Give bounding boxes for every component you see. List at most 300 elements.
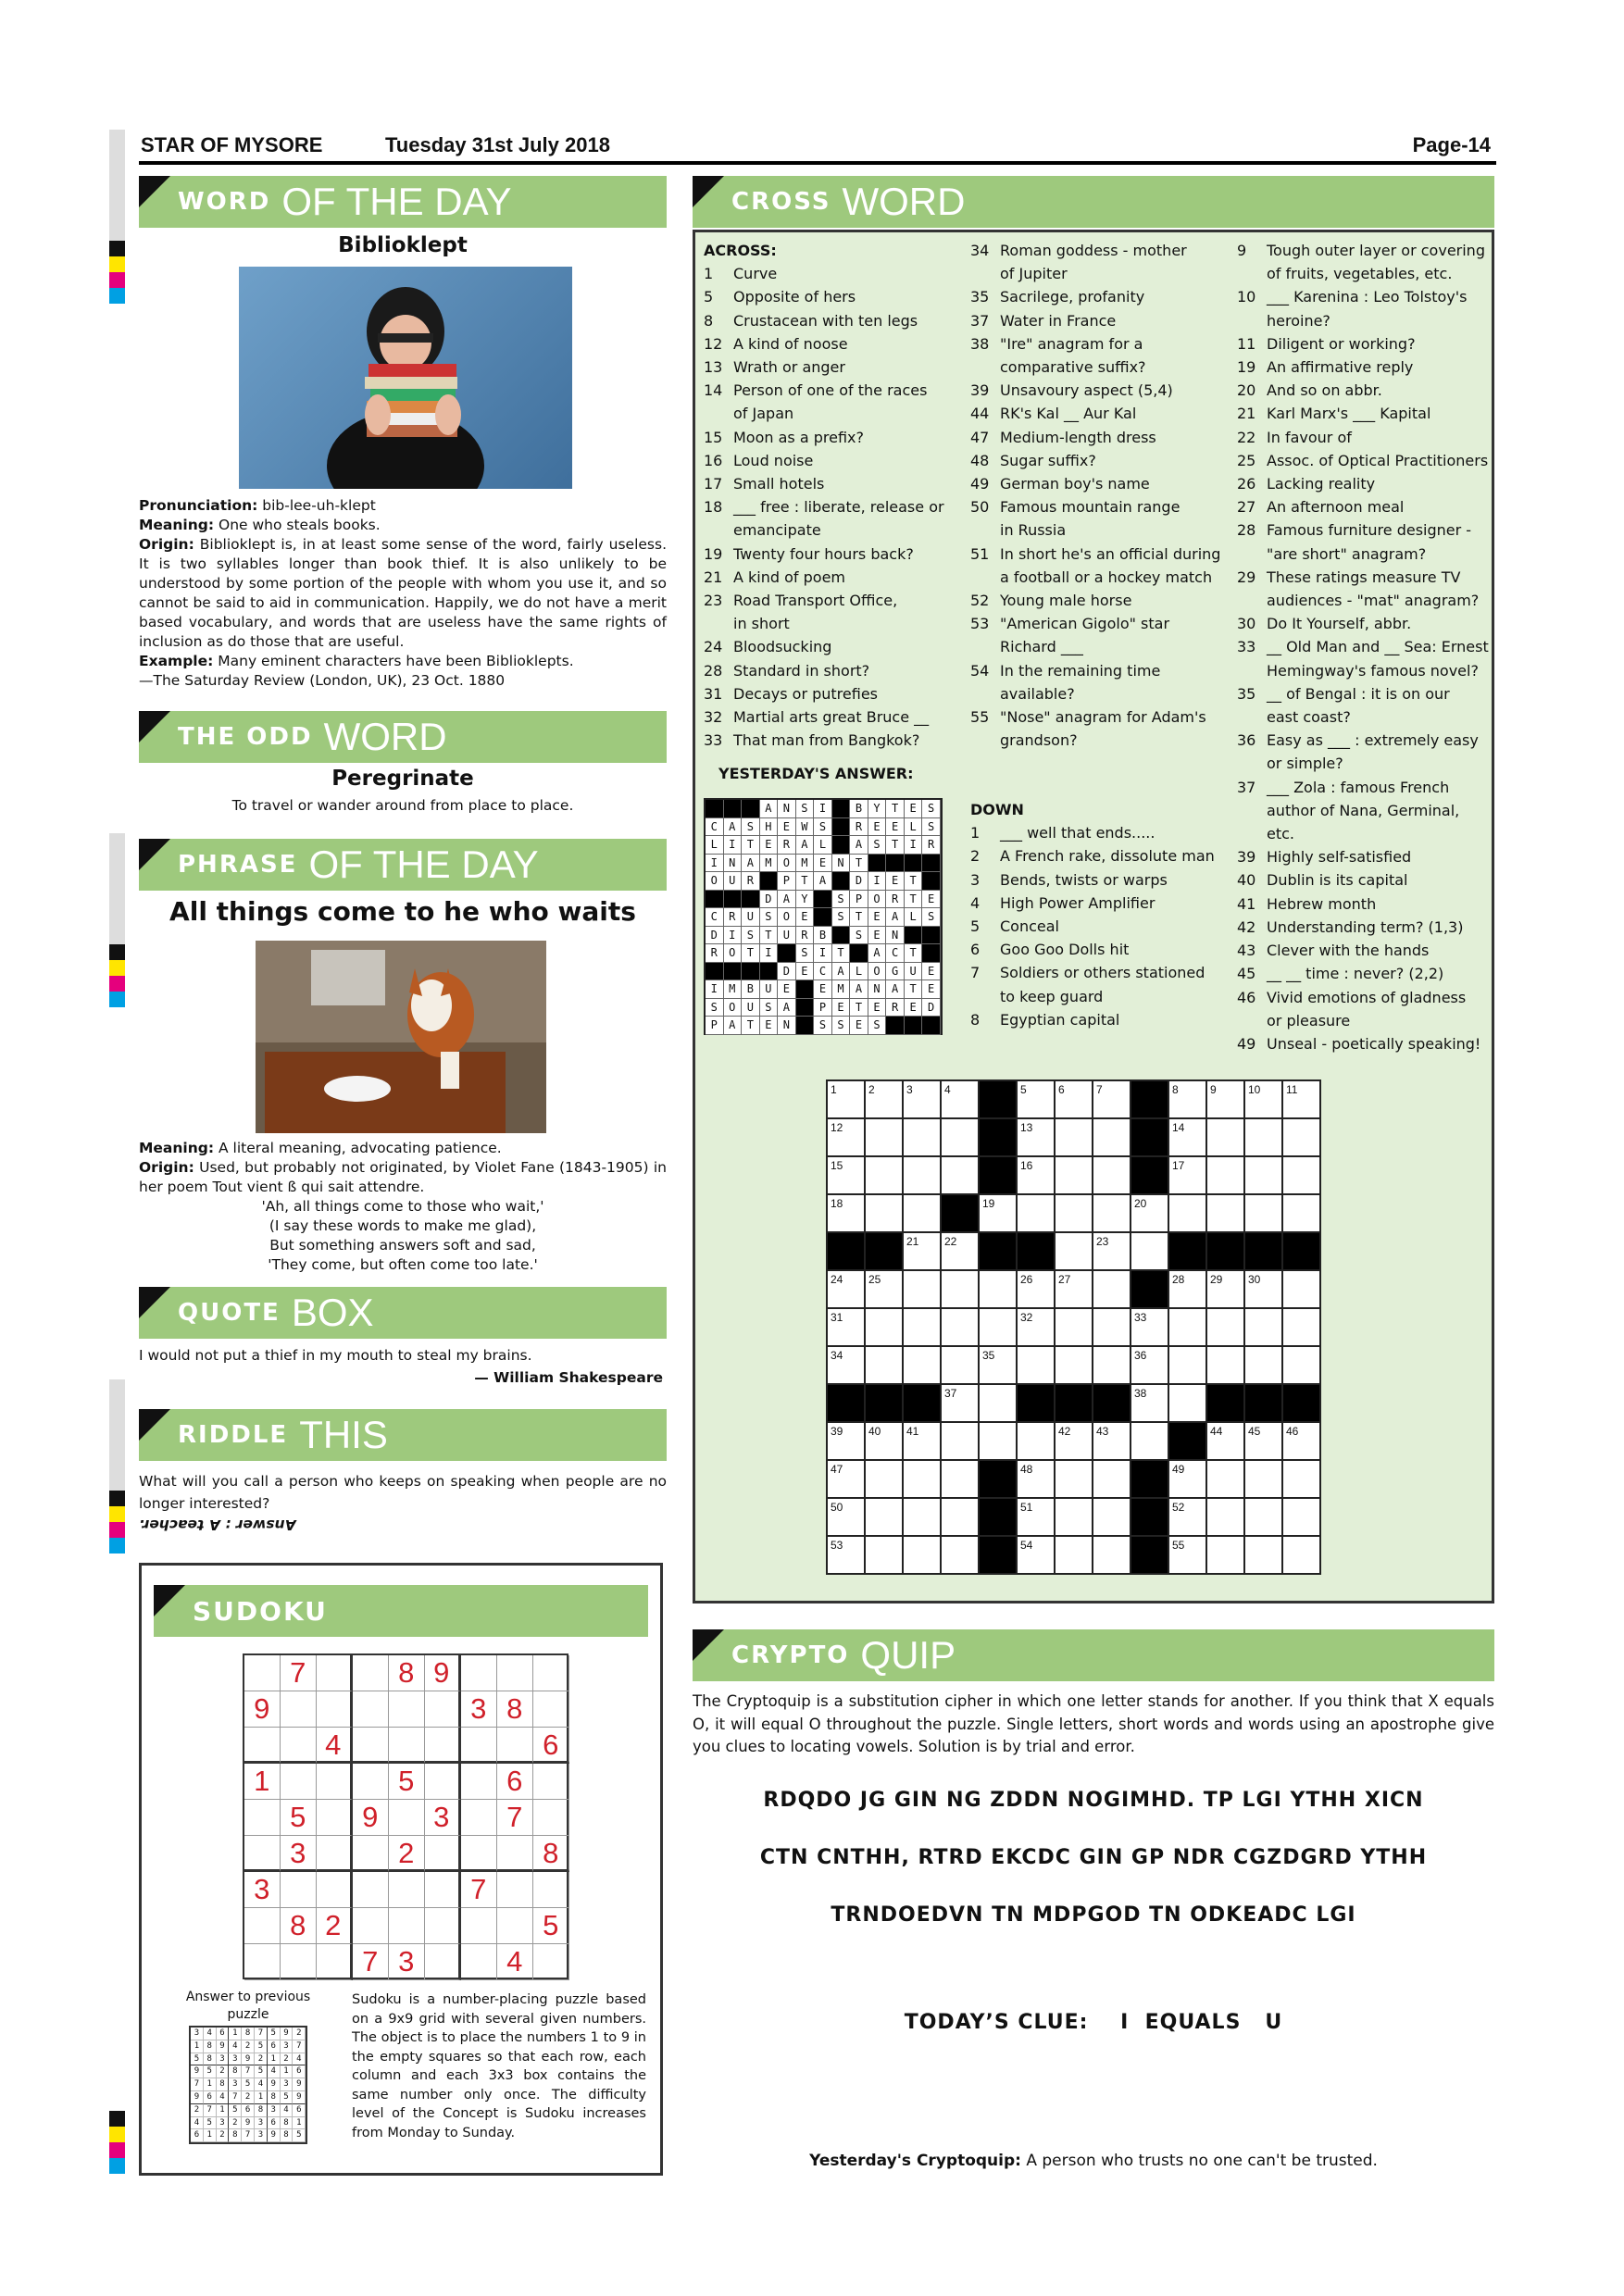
sudoku-cell[interactable] bbox=[389, 1872, 425, 1908]
clue-text: Standard in short? bbox=[733, 661, 870, 680]
black-cell bbox=[1207, 1385, 1245, 1423]
crossword-cell[interactable] bbox=[904, 1309, 942, 1347]
crossword-cell[interactable] bbox=[1056, 1233, 1093, 1271]
sudoku-cell[interactable] bbox=[353, 1836, 389, 1872]
sudoku-cell[interactable]: 9 bbox=[244, 1691, 281, 1728]
crossword-cell[interactable]: 33 bbox=[1131, 1309, 1169, 1347]
sudoku-cell[interactable]: 9 bbox=[353, 1800, 389, 1836]
crossword-cell[interactable]: 43 bbox=[1093, 1423, 1131, 1461]
crossword-cell[interactable] bbox=[1283, 1537, 1321, 1575]
sudoku-cell[interactable] bbox=[461, 1764, 497, 1800]
answer-cell: R bbox=[922, 836, 941, 855]
crossword-cell[interactable] bbox=[1056, 1309, 1093, 1347]
answer-cell: S bbox=[796, 800, 815, 818]
crossword-cell[interactable] bbox=[1169, 1309, 1207, 1347]
previous-sudoku-cell: 9 bbox=[242, 2117, 255, 2130]
crossword-cell[interactable]: 1 bbox=[828, 1081, 866, 1119]
crossword-cell[interactable] bbox=[866, 1119, 904, 1157]
crossword-cell[interactable] bbox=[1056, 1499, 1093, 1537]
sudoku-cell[interactable] bbox=[281, 1872, 317, 1908]
crossword-cell[interactable]: 18 bbox=[828, 1195, 866, 1233]
clue-row bbox=[704, 356, 963, 379]
crossword-cell[interactable]: 21 bbox=[904, 1233, 942, 1271]
sudoku-cell[interactable]: 7 bbox=[497, 1800, 533, 1836]
clue-row bbox=[704, 449, 963, 472]
crossword-cell[interactable] bbox=[942, 1461, 980, 1499]
crossword-cell[interactable] bbox=[980, 1309, 1018, 1347]
origin: Used, but probably not originated, by Violet Fane (1843-1905) in her poem Tout vient ß qui sait attendre. bbox=[139, 1159, 667, 1195]
crossword-cell[interactable]: 47 bbox=[828, 1461, 866, 1499]
clue-number: 28 bbox=[1237, 521, 1256, 540]
sudoku-cell[interactable] bbox=[425, 1908, 461, 1944]
crossword-cell[interactable]: 40 bbox=[866, 1423, 904, 1461]
clue-number: 54 bbox=[970, 661, 990, 680]
sudoku-cell[interactable] bbox=[317, 1655, 353, 1691]
crossword-cell[interactable]: 52 bbox=[1169, 1499, 1207, 1537]
answer-cell: R bbox=[886, 891, 905, 909]
crossword-cell[interactable] bbox=[1093, 1119, 1131, 1157]
clue-text: Karl Marx's ___ Kapital bbox=[1267, 405, 1431, 423]
crossword-cell[interactable] bbox=[1207, 1347, 1245, 1385]
sudoku-cell[interactable]: 5 bbox=[389, 1764, 425, 1800]
sudoku-cell[interactable] bbox=[244, 1655, 281, 1691]
sudoku-cell[interactable] bbox=[425, 1728, 461, 1764]
answer-cell: W bbox=[796, 818, 815, 837]
crossword-cell[interactable] bbox=[1018, 1195, 1056, 1233]
sudoku-cell[interactable]: 4 bbox=[317, 1728, 353, 1764]
crossword-cell[interactable] bbox=[1131, 1233, 1169, 1271]
previous-sudoku-cell: 9 bbox=[191, 2091, 204, 2104]
crossword-cell[interactable] bbox=[1245, 1157, 1283, 1195]
label: Example: bbox=[139, 653, 214, 669]
crossword-cell[interactable] bbox=[1245, 1537, 1283, 1575]
sudoku-cell[interactable] bbox=[317, 1944, 353, 1980]
crossword-cell[interactable]: 39 bbox=[828, 1423, 866, 1461]
sudoku-cell[interactable] bbox=[389, 1800, 425, 1836]
heading-small: QUOTE bbox=[178, 1299, 281, 1327]
sudoku-cell[interactable] bbox=[425, 1872, 461, 1908]
sudoku-cell[interactable] bbox=[425, 1944, 461, 1980]
crossword-cell[interactable] bbox=[866, 1157, 904, 1195]
clue-number: 17 bbox=[704, 475, 723, 493]
sudoku-grid[interactable] bbox=[243, 1653, 568, 1979]
answer-cell: E bbox=[814, 855, 832, 873]
sudoku-cell[interactable]: 7 bbox=[461, 1872, 497, 1908]
crossword-cell[interactable] bbox=[904, 1537, 942, 1575]
crossword-cell[interactable] bbox=[1283, 1309, 1321, 1347]
crossword-cell[interactable]: 4 bbox=[942, 1081, 980, 1119]
sudoku-cell[interactable] bbox=[244, 1728, 281, 1764]
crossword-cell[interactable]: 22 bbox=[942, 1233, 980, 1271]
clue-number bbox=[970, 518, 1000, 542]
clue-row bbox=[704, 309, 963, 332]
crossword-cell[interactable] bbox=[1169, 1347, 1207, 1385]
sudoku-cell[interactable] bbox=[425, 1764, 461, 1800]
crossword-cell[interactable] bbox=[1245, 1195, 1283, 1233]
crossword-cell[interactable] bbox=[1093, 1271, 1131, 1309]
crossword-cell[interactable] bbox=[1056, 1537, 1093, 1575]
crossword-cell[interactable] bbox=[1283, 1347, 1321, 1385]
crossword-cell[interactable]: 28 bbox=[1169, 1271, 1207, 1309]
sudoku-cell[interactable] bbox=[244, 1944, 281, 1980]
sudoku-cell[interactable] bbox=[497, 1728, 533, 1764]
crossword-cell[interactable] bbox=[1093, 1537, 1131, 1575]
crossword-cell[interactable]: 41 bbox=[904, 1423, 942, 1461]
crossword-cell[interactable] bbox=[904, 1157, 942, 1195]
black-cell bbox=[1131, 1537, 1169, 1575]
clue-row bbox=[704, 402, 963, 425]
clue-row bbox=[1237, 729, 1491, 752]
sudoku-cell[interactable] bbox=[533, 1691, 569, 1728]
answer-cell: L bbox=[706, 836, 724, 855]
crossword-cell[interactable]: 51 bbox=[1018, 1499, 1056, 1537]
crossword-cell[interactable] bbox=[1056, 1347, 1093, 1385]
crossword-cell[interactable]: 10 bbox=[1245, 1081, 1283, 1119]
answer-cell: E bbox=[796, 963, 815, 981]
crossword-cell[interactable] bbox=[942, 1537, 980, 1575]
crossword-cell[interactable] bbox=[1093, 1461, 1131, 1499]
clue-text: Egyptian capital bbox=[1000, 1010, 1120, 1029]
sudoku-cell[interactable]: 9 bbox=[425, 1655, 461, 1691]
previous-answer-label: Answer to previous puzzle bbox=[185, 1990, 311, 2022]
sudoku-cell[interactable] bbox=[317, 1764, 353, 1800]
crossword-cell[interactable]: 27 bbox=[1056, 1271, 1093, 1309]
sudoku-cell[interactable] bbox=[281, 1764, 317, 1800]
sudoku-cell[interactable] bbox=[461, 1836, 497, 1872]
crossword-cell[interactable]: 26 bbox=[1018, 1271, 1056, 1309]
crossword-cell[interactable] bbox=[866, 1499, 904, 1537]
crossword-cell[interactable]: 31 bbox=[828, 1309, 866, 1347]
crossword-cell[interactable]: 24 bbox=[828, 1271, 866, 1309]
crossword-cell[interactable]: 14 bbox=[1169, 1119, 1207, 1157]
answer-cell: E bbox=[760, 836, 779, 855]
answer-cell: S bbox=[922, 818, 941, 837]
crossword-cell[interactable] bbox=[904, 1461, 942, 1499]
sudoku-cell[interactable] bbox=[317, 1872, 353, 1908]
crossword-cell[interactable] bbox=[1283, 1157, 1321, 1195]
sudoku-cell[interactable] bbox=[461, 1728, 497, 1764]
crossword-cell[interactable] bbox=[866, 1537, 904, 1575]
answer-cell: S bbox=[814, 1017, 832, 1035]
sudoku-cell[interactable]: 6 bbox=[533, 1728, 569, 1764]
crossword-cell[interactable]: 7 bbox=[1093, 1081, 1131, 1119]
sudoku-cell[interactable] bbox=[497, 1655, 533, 1691]
answer-cell bbox=[742, 963, 760, 981]
crossword-cell[interactable] bbox=[1283, 1271, 1321, 1309]
crossword-cell[interactable] bbox=[942, 1157, 980, 1195]
sudoku-cell[interactable]: 8 bbox=[533, 1836, 569, 1872]
crossword-cell[interactable] bbox=[1093, 1157, 1131, 1195]
answer-cell bbox=[796, 1017, 815, 1035]
clue-row bbox=[704, 635, 963, 658]
crossword-cell[interactable]: 34 bbox=[828, 1347, 866, 1385]
sudoku-cell[interactable] bbox=[353, 1764, 389, 1800]
sudoku-cell[interactable] bbox=[353, 1872, 389, 1908]
crossword-cell[interactable] bbox=[1207, 1119, 1245, 1157]
heading-small: SUDOKU bbox=[193, 1595, 328, 1627]
sudoku-cell[interactable] bbox=[533, 1655, 569, 1691]
crossword-cell[interactable] bbox=[904, 1499, 942, 1537]
crossword-cell[interactable] bbox=[1283, 1461, 1321, 1499]
crossword-cell[interactable]: 8 bbox=[1169, 1081, 1207, 1119]
crossword-cell[interactable] bbox=[1283, 1195, 1321, 1233]
clue-row bbox=[1237, 705, 1491, 729]
crossword-cell[interactable]: 55 bbox=[1169, 1537, 1207, 1575]
clue-row bbox=[970, 356, 1239, 379]
sudoku-cell[interactable] bbox=[353, 1908, 389, 1944]
sudoku-cell[interactable] bbox=[497, 1908, 533, 1944]
crossword-cell[interactable] bbox=[1093, 1195, 1131, 1233]
crossword-cell[interactable]: 25 bbox=[866, 1271, 904, 1309]
sudoku-cell[interactable] bbox=[244, 1800, 281, 1836]
crossword-cell[interactable] bbox=[904, 1195, 942, 1233]
clue-row bbox=[1237, 962, 1491, 985]
crossword-cell[interactable]: 13 bbox=[1018, 1119, 1056, 1157]
crossword-cell[interactable]: 42 bbox=[1056, 1423, 1093, 1461]
clue-text: Decays or putrefies bbox=[733, 684, 879, 703]
crossword-cell[interactable] bbox=[1245, 1347, 1283, 1385]
sudoku-cell[interactable] bbox=[497, 1872, 533, 1908]
crossword-cell[interactable] bbox=[942, 1309, 980, 1347]
crossword-cell[interactable] bbox=[1093, 1347, 1131, 1385]
crossword-cell[interactable]: 17 bbox=[1169, 1157, 1207, 1195]
crossword-cell[interactable] bbox=[1245, 1309, 1283, 1347]
answer-cell: A bbox=[724, 818, 743, 837]
crossword-cell[interactable]: 44 bbox=[1207, 1423, 1245, 1461]
crossword-cell[interactable]: 16 bbox=[1018, 1157, 1056, 1195]
sudoku-cell[interactable]: 3 bbox=[244, 1872, 281, 1908]
sudoku-cell[interactable] bbox=[497, 1836, 533, 1872]
crossword-cell[interactable] bbox=[942, 1347, 980, 1385]
answer-cell: T bbox=[905, 980, 923, 999]
black-cell bbox=[1245, 1233, 1283, 1271]
answer-cell: E bbox=[778, 980, 796, 999]
crossword-cell[interactable]: 46 bbox=[1283, 1423, 1321, 1461]
crossword-cell[interactable]: 15 bbox=[828, 1157, 866, 1195]
crossword-cell[interactable] bbox=[1018, 1423, 1056, 1461]
clue-number: 23 bbox=[704, 592, 723, 610]
sudoku-cell[interactable]: 7 bbox=[281, 1655, 317, 1691]
crossword-grid[interactable] bbox=[826, 1079, 1321, 1575]
clue-text: In favour of bbox=[1267, 428, 1352, 446]
crossword-cell[interactable] bbox=[980, 1271, 1018, 1309]
crossword-cell[interactable] bbox=[1056, 1119, 1093, 1157]
crossword-cell[interactable] bbox=[866, 1347, 904, 1385]
heading-big: OF THE DAY bbox=[281, 180, 512, 223]
clue-row bbox=[704, 426, 963, 449]
crossword-cell[interactable] bbox=[1245, 1499, 1283, 1537]
clue-number: 20 bbox=[1237, 381, 1256, 400]
crossword-cell[interactable] bbox=[1056, 1157, 1093, 1195]
answer-cell: E bbox=[905, 800, 923, 818]
sudoku-cell[interactable] bbox=[425, 1691, 461, 1728]
sudoku-cell[interactable]: 2 bbox=[317, 1908, 353, 1944]
sudoku-cell[interactable]: 3 bbox=[389, 1944, 425, 1980]
sudoku-cell[interactable]: 3 bbox=[281, 1836, 317, 1872]
heading-small: RIDDLE bbox=[178, 1421, 289, 1449]
sudoku-cell[interactable]: 3 bbox=[461, 1691, 497, 1728]
previous-sudoku-cell: 4 bbox=[281, 2104, 294, 2117]
clue-row bbox=[1237, 916, 1491, 939]
clue-number bbox=[970, 356, 1000, 379]
clue-row bbox=[970, 821, 1239, 844]
clue-text: Crustacean with ten legs bbox=[733, 311, 918, 330]
crossword-cell[interactable] bbox=[1207, 1461, 1245, 1499]
sudoku-cell[interactable] bbox=[425, 1836, 461, 1872]
clue-text: of Japan bbox=[733, 405, 794, 423]
crossword-cell[interactable] bbox=[942, 1271, 980, 1309]
crossword-cell[interactable]: 53 bbox=[828, 1537, 866, 1575]
crossword-cell[interactable]: 2 bbox=[866, 1081, 904, 1119]
sudoku-cell[interactable]: 5 bbox=[281, 1800, 317, 1836]
crossword-cell[interactable] bbox=[1207, 1157, 1245, 1195]
sudoku-cell[interactable] bbox=[244, 1836, 281, 1872]
riddle-heading bbox=[139, 1409, 667, 1461]
previous-sudoku-cell: 3 bbox=[255, 2129, 268, 2142]
crossword-cell[interactable]: 6 bbox=[1056, 1081, 1093, 1119]
crossword-cell[interactable] bbox=[1207, 1309, 1245, 1347]
answer-cell: S bbox=[814, 818, 832, 837]
crossword-cell[interactable]: 38 bbox=[1131, 1385, 1169, 1423]
crossword-cell[interactable] bbox=[904, 1119, 942, 1157]
sudoku-cell[interactable] bbox=[244, 1908, 281, 1944]
crossword-cell[interactable] bbox=[1056, 1461, 1093, 1499]
crossword-cell[interactable] bbox=[1131, 1423, 1169, 1461]
sudoku-cell[interactable] bbox=[353, 1691, 389, 1728]
crossword-cell[interactable] bbox=[1283, 1119, 1321, 1157]
black-cell bbox=[1131, 1499, 1169, 1537]
sudoku-cell[interactable] bbox=[281, 1728, 317, 1764]
clue-text: of fruits, vegetables, etc. bbox=[1267, 265, 1453, 283]
sudoku-cell[interactable]: 8 bbox=[497, 1691, 533, 1728]
crossword-cell[interactable] bbox=[942, 1423, 980, 1461]
sudoku-cell[interactable] bbox=[389, 1728, 425, 1764]
crossword-cell[interactable] bbox=[866, 1461, 904, 1499]
sudoku-cell[interactable] bbox=[461, 1800, 497, 1836]
sudoku-cell[interactable] bbox=[353, 1728, 389, 1764]
sudoku-cell[interactable] bbox=[317, 1800, 353, 1836]
crossword-cell[interactable]: 45 bbox=[1245, 1423, 1283, 1461]
clue-row bbox=[970, 402, 1239, 425]
crossword-cell[interactable] bbox=[980, 1385, 1018, 1423]
crossword-cell[interactable] bbox=[1207, 1499, 1245, 1537]
sudoku-cell[interactable] bbox=[389, 1691, 425, 1728]
sudoku-cell[interactable]: 8 bbox=[389, 1655, 425, 1691]
sudoku-cell[interactable] bbox=[461, 1655, 497, 1691]
crossword-cell[interactable] bbox=[1207, 1195, 1245, 1233]
crossword-cell[interactable]: 30 bbox=[1245, 1271, 1283, 1309]
sudoku-cell[interactable]: 2 bbox=[389, 1836, 425, 1872]
crossword-cell[interactable] bbox=[1056, 1195, 1093, 1233]
crossword-cell[interactable]: 29 bbox=[1207, 1271, 1245, 1309]
clue-text: Water in France bbox=[1000, 311, 1117, 330]
crossword-cell[interactable] bbox=[1169, 1385, 1207, 1423]
crossword-cell[interactable] bbox=[866, 1195, 904, 1233]
previous-sudoku-cell: 4 bbox=[204, 2028, 217, 2040]
clue-row bbox=[1237, 892, 1491, 916]
sudoku-cell[interactable] bbox=[533, 1944, 569, 1980]
clue-text: An afternoon meal bbox=[1267, 498, 1405, 517]
clue-text: ___ Zola : famous French bbox=[1267, 778, 1450, 796]
sudoku-cell[interactable]: 5 bbox=[533, 1908, 569, 1944]
sudoku-cell[interactable] bbox=[317, 1836, 353, 1872]
crossword-cell[interactable]: 19 bbox=[980, 1195, 1018, 1233]
crossword-cell[interactable] bbox=[1245, 1461, 1283, 1499]
sudoku-cell[interactable] bbox=[533, 1800, 569, 1836]
answer-cell: T bbox=[742, 1017, 760, 1035]
sudoku-cell[interactable] bbox=[533, 1872, 569, 1908]
crossword-cell[interactable]: 32 bbox=[1018, 1309, 1056, 1347]
crossword-cell[interactable]: 20 bbox=[1131, 1195, 1169, 1233]
crossword-cell[interactable] bbox=[904, 1271, 942, 1309]
yesterday-crossword-answer bbox=[704, 798, 943, 1035]
sudoku-cell[interactable] bbox=[281, 1944, 317, 1980]
sudoku-cell[interactable] bbox=[533, 1764, 569, 1800]
crossword-cell[interactable]: 48 bbox=[1018, 1461, 1056, 1499]
answer-cell bbox=[886, 1017, 905, 1035]
crossword-cell[interactable] bbox=[1207, 1537, 1245, 1575]
answer-row bbox=[706, 836, 941, 855]
crossword-cell[interactable]: 11 bbox=[1283, 1081, 1321, 1119]
crossword-cell[interactable]: 36 bbox=[1131, 1347, 1169, 1385]
black-cell bbox=[1169, 1423, 1207, 1461]
clue-number bbox=[970, 262, 1000, 285]
sudoku-cell[interactable] bbox=[317, 1691, 353, 1728]
crossword-cell[interactable] bbox=[1093, 1499, 1131, 1537]
page-header bbox=[139, 130, 1496, 165]
crossword-cell[interactable] bbox=[904, 1347, 942, 1385]
sudoku-cell[interactable]: 4 bbox=[497, 1944, 533, 1980]
sudoku-cell[interactable] bbox=[281, 1691, 317, 1728]
crossword-cell[interactable] bbox=[1169, 1195, 1207, 1233]
crossword-cell[interactable]: 49 bbox=[1169, 1461, 1207, 1499]
crossword-cell[interactable] bbox=[942, 1499, 980, 1537]
crossword-cell[interactable] bbox=[942, 1119, 980, 1157]
crossword-cell[interactable]: 50 bbox=[828, 1499, 866, 1537]
sudoku-cell[interactable] bbox=[461, 1944, 497, 1980]
answer-cell: R bbox=[850, 818, 868, 837]
sudoku-cell[interactable]: 7 bbox=[353, 1944, 389, 1980]
crossword-cell[interactable] bbox=[1283, 1499, 1321, 1537]
answer-cell: E bbox=[760, 1017, 779, 1035]
sudoku-cell[interactable]: 1 bbox=[244, 1764, 281, 1800]
sudoku-cell[interactable]: 8 bbox=[281, 1908, 317, 1944]
crossword-cell[interactable] bbox=[1245, 1119, 1283, 1157]
sudoku-cell[interactable]: 3 bbox=[425, 1800, 461, 1836]
previous-sudoku-cell: 6 bbox=[293, 2065, 306, 2078]
clue-row bbox=[704, 566, 963, 589]
heading-small: THE ODD bbox=[178, 723, 313, 751]
crossword-cell[interactable] bbox=[1093, 1309, 1131, 1347]
crossword-cell[interactable] bbox=[866, 1309, 904, 1347]
crossword-cell[interactable] bbox=[980, 1423, 1018, 1461]
sudoku-cell[interactable] bbox=[353, 1655, 389, 1691]
crossword-cell[interactable]: 5 bbox=[1018, 1081, 1056, 1119]
sudoku-cell[interactable] bbox=[461, 1908, 497, 1944]
sudoku-cell[interactable] bbox=[389, 1908, 425, 1944]
crossword-cell[interactable]: 23 bbox=[1093, 1233, 1131, 1271]
crossword-cell[interactable]: 54 bbox=[1018, 1537, 1056, 1575]
crossword-cell[interactable] bbox=[1018, 1347, 1056, 1385]
crossword-cell[interactable]: 12 bbox=[828, 1119, 866, 1157]
sudoku-cell[interactable]: 6 bbox=[497, 1764, 533, 1800]
crossword-cell[interactable]: 9 bbox=[1207, 1081, 1245, 1119]
clue-row bbox=[1237, 332, 1491, 356]
crossword-cell[interactable]: 35 bbox=[980, 1347, 1018, 1385]
previous-sudoku-cell: 7 bbox=[229, 2091, 242, 2104]
crossword-cell[interactable]: 3 bbox=[904, 1081, 942, 1119]
crossword-cell[interactable]: 37 bbox=[942, 1385, 980, 1423]
